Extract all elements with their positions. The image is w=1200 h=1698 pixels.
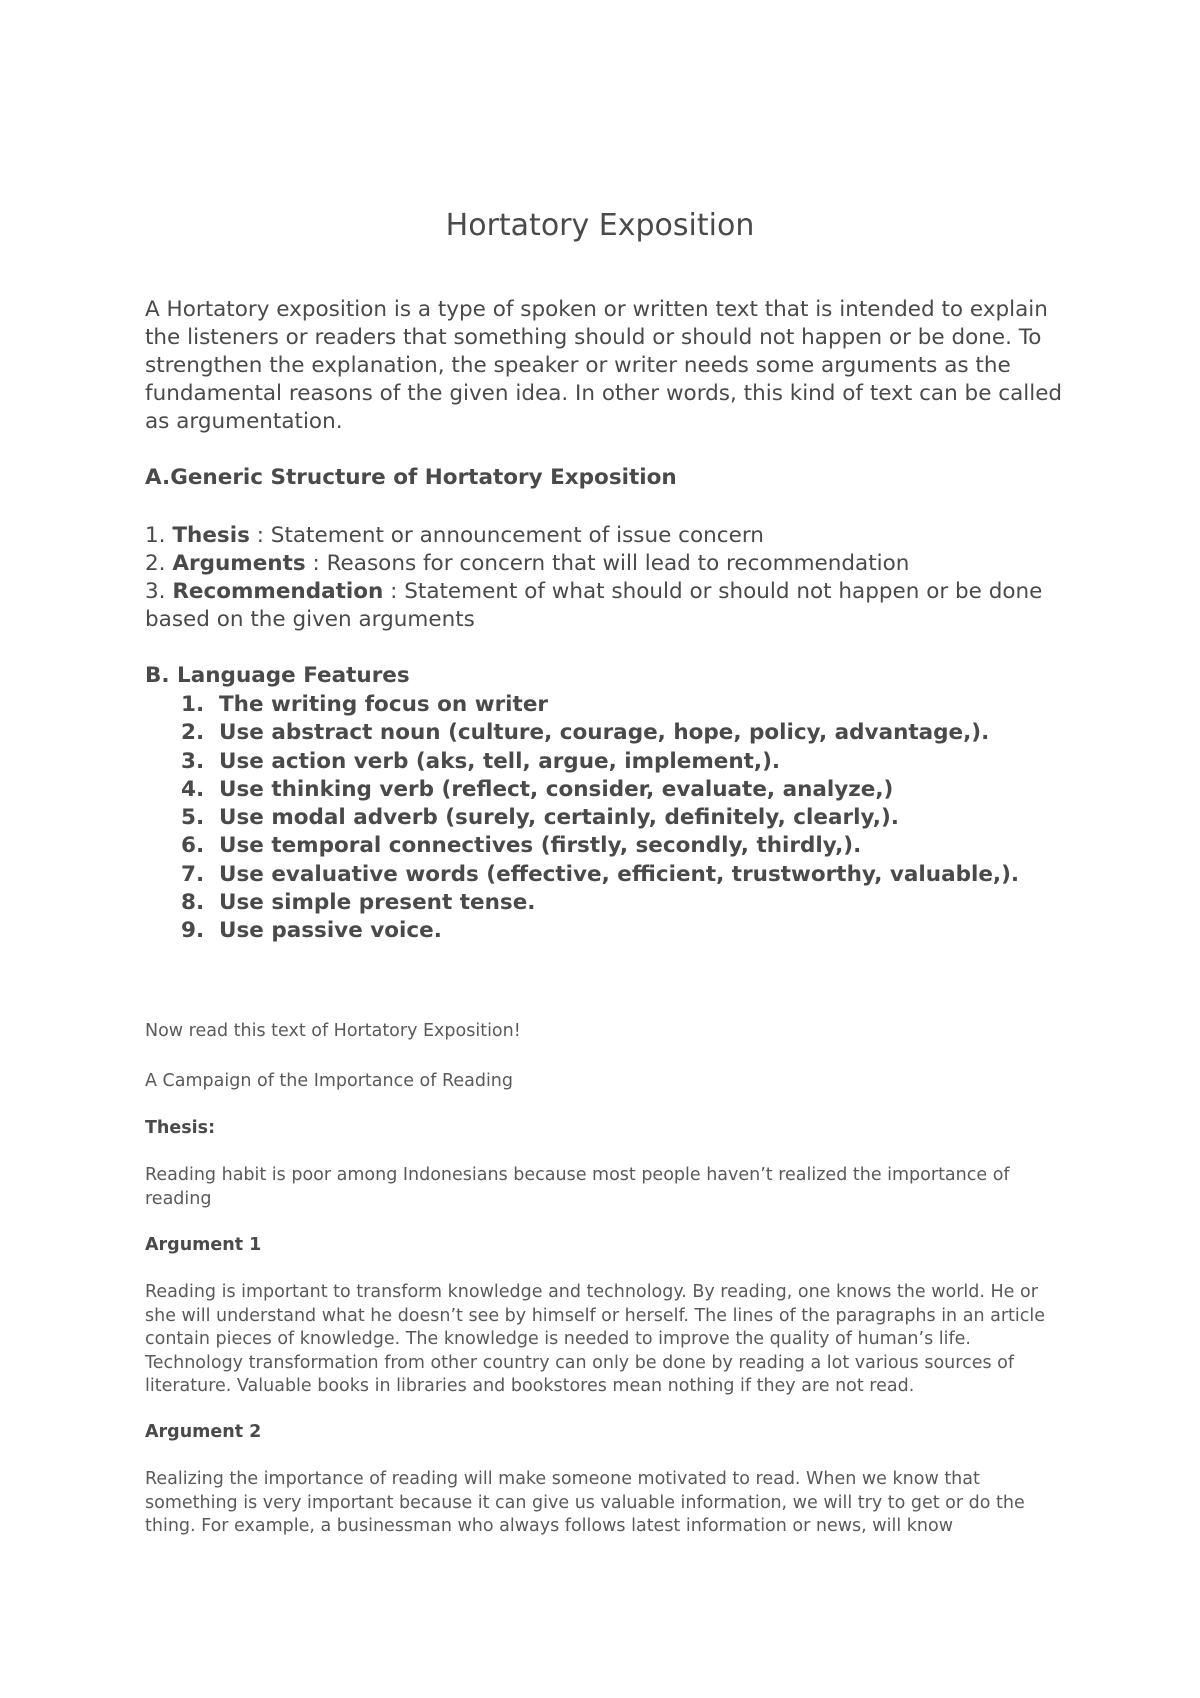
feature-item — [145, 889, 1019, 917]
feature-item-number: 8. — [181, 890, 205, 916]
feature-item-number: 9. — [181, 918, 205, 944]
feature-item-text: The writing focus on writer — [219, 692, 549, 717]
feature-item-text: Use temporal connectives (firstly, secondly, thirdly,). — [219, 833, 862, 859]
feature-item — [145, 719, 1019, 747]
feature-item-text: Use thinking verb (reflect, consider, evaluate, analyze,) — [219, 776, 894, 802]
intro-paragraph: A Hortatory exposition is a type of spoken or written text that is intended to explain the listeners or readers that something should or should not happen or be done. To strengthen the explanation, the speaker or writer needs some arguments as the fundamental reasons of the given idea. In other words, this kind of text can be called as argumentation. — [145, 297, 1063, 434]
feature-item — [145, 804, 1019, 832]
feature-item — [145, 776, 1019, 804]
structure-item — [145, 522, 1065, 550]
feature-item-text: Use evaluative words (effective, efficient, trustworthy, valuable,). — [219, 861, 1020, 887]
structure-item-term: Recommendation — [172, 579, 384, 604]
feature-item — [145, 832, 1019, 860]
feature-item — [145, 861, 1019, 889]
structure-item — [145, 550, 1065, 578]
structure-item-description: : Reasons for concern that will lead to recommendation — [305, 551, 910, 576]
thesis-label: Thesis: — [145, 1118, 216, 1138]
feature-item-number: 6. — [181, 833, 205, 859]
argument-1-label: Argument 1 — [145, 1235, 262, 1255]
feature-item — [145, 917, 1019, 945]
feature-item-text: Use abstract noun (culture, courage, hope, policy, advantage,). — [219, 720, 990, 746]
thesis-paragraph: Reading habit is poor among Indonesians because most people haven’t realized the importance of reading — [145, 1165, 1010, 1209]
generic-structure-list — [145, 522, 1065, 634]
reading-text-title: A Campaign of the Importance of Reading — [145, 1071, 514, 1091]
feature-item-text: Use passive voice. — [219, 918, 442, 944]
feature-item-number: 1. — [181, 692, 205, 717]
structure-item-number: 2. — [145, 551, 173, 576]
section-b-heading: B. Language Features — [145, 663, 410, 688]
feature-item-number: 7. — [181, 861, 205, 887]
feature-item-number: 5. — [181, 805, 205, 831]
structure-item-description: : Statement of what should or should not happen or be done based on the given arguments — [145, 579, 1043, 632]
structure-item-description: : Statement or announcement of issue concern — [249, 523, 764, 548]
feature-item — [145, 748, 1019, 776]
feature-item-number: 3. — [181, 748, 205, 774]
structure-item-number: 1. — [145, 523, 173, 548]
argument-2-paragraph: Realizing the importance of reading will make someone motivated to read. When we know that something is very important because it can give us valuable information, we will try to get or do the thing. For example, a businessman who always follows latest information or news, will know — [145, 1469, 1025, 1536]
structure-item-number: 3. — [145, 579, 173, 604]
document-title: Hortatory Exposition — [445, 208, 755, 243]
structure-item-term: Thesis — [172, 523, 250, 548]
feature-item-number: 4. — [181, 776, 205, 802]
section-a-heading: A.Generic Structure of Hortatory Exposition — [145, 465, 677, 490]
argument-2-label: Argument 2 — [145, 1422, 262, 1442]
language-features-list — [145, 691, 1019, 946]
feature-item-number: 2. — [181, 720, 205, 746]
feature-item-text: Use action verb (aks, tell, argue, implement,). — [219, 748, 781, 774]
argument-1-paragraph: Reading is important to transform knowledge and technology. By reading, one knows the world. He or she will understand what he doesn’t see by himself or herself. The lines of the paragraphs in an article contain pieces of knowledge. The knowledge is needed to improve the quality of human’s life. Technology transformation from other country can only be done by reading a lot various sources of literature. Valuable books in libraries and bookstores mean nothing if they are not read. — [145, 1282, 1045, 1396]
structure-item — [145, 578, 1065, 634]
feature-item-text: Use modal adverb (surely, certainly, definitely, clearly,). — [219, 805, 899, 831]
feature-item — [145, 691, 1019, 719]
structure-item-term: Arguments — [172, 551, 306, 576]
feature-item-text: Use simple present tense. — [219, 890, 536, 916]
reading-prompt: Now read this text of Hortatory Exposition! — [145, 1021, 521, 1041]
